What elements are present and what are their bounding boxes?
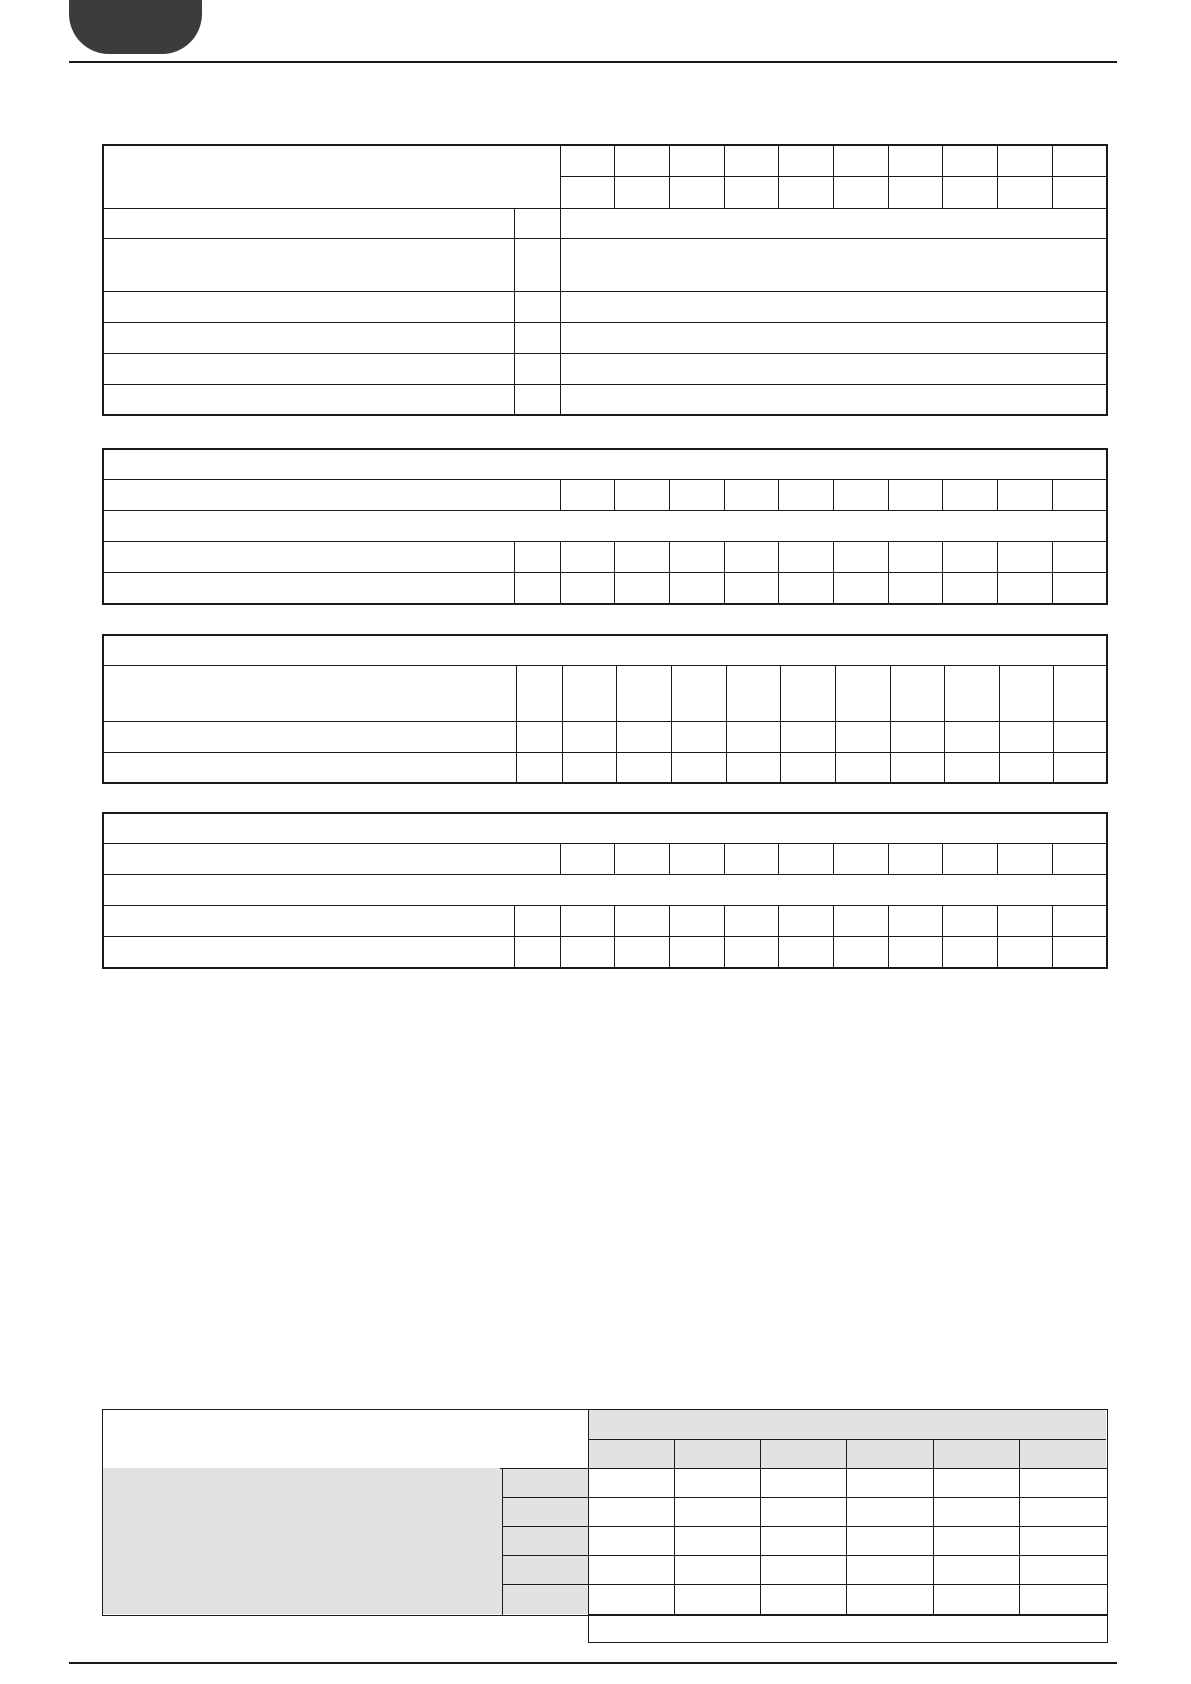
grid-line xyxy=(942,479,943,510)
grid-line xyxy=(778,479,779,510)
grid-line xyxy=(778,905,779,968)
grid-line xyxy=(103,479,1107,480)
grid-line xyxy=(1052,541,1053,604)
grid-line xyxy=(888,541,889,604)
grid-line xyxy=(502,1555,1107,1556)
grid-line xyxy=(997,843,998,874)
grid-line xyxy=(888,479,889,510)
grid-line xyxy=(103,874,1107,875)
grid-line xyxy=(562,665,563,783)
grid-line xyxy=(997,905,998,968)
grid-line xyxy=(103,721,1107,722)
grid-line xyxy=(103,510,1107,511)
grid-line xyxy=(516,665,517,783)
grid-line xyxy=(942,843,943,874)
table-3-frame xyxy=(102,634,1108,784)
grid-line xyxy=(724,479,725,510)
grid-line xyxy=(1052,479,1053,510)
grid-line xyxy=(560,905,561,968)
footer-rule xyxy=(69,1662,1117,1664)
grid-line xyxy=(724,843,725,874)
grid-line xyxy=(614,479,615,510)
grid-line xyxy=(835,665,836,783)
grid-line xyxy=(888,905,889,968)
grid-line xyxy=(502,1526,1107,1527)
grid-line xyxy=(103,291,1107,292)
table-4-frame xyxy=(102,812,1108,969)
grid-line xyxy=(669,905,670,968)
grid-line xyxy=(614,905,615,968)
grid-line xyxy=(944,665,945,783)
grid-line xyxy=(560,176,1107,177)
grid-line xyxy=(778,541,779,604)
grid-line xyxy=(514,208,515,415)
grid-line xyxy=(833,843,834,874)
grid-line xyxy=(724,905,725,968)
grid-line xyxy=(514,905,515,968)
header-rule xyxy=(69,61,1117,63)
grid-line xyxy=(999,665,1000,783)
grid-line xyxy=(514,541,515,604)
grid-line xyxy=(997,479,998,510)
grid-line xyxy=(997,541,998,604)
grid-line xyxy=(669,843,670,874)
table-5-footer-cell xyxy=(588,1614,1108,1643)
grid-line xyxy=(724,541,725,604)
grid-line xyxy=(103,752,1107,753)
table-2-frame xyxy=(102,448,1108,605)
corner-tab xyxy=(69,0,202,54)
grid-line xyxy=(942,905,943,968)
grid-line xyxy=(833,541,834,604)
grid-line xyxy=(616,665,617,783)
grid-line xyxy=(103,322,1107,323)
grid-line xyxy=(780,665,781,783)
grid-line xyxy=(933,1439,934,1615)
grid-line xyxy=(833,905,834,968)
grid-line xyxy=(103,665,1107,666)
grid-line xyxy=(674,1439,675,1615)
grid-line xyxy=(560,843,561,874)
grid-line xyxy=(103,843,1107,844)
grid-line xyxy=(502,1584,1107,1585)
grid-line xyxy=(103,384,1107,385)
grid-line xyxy=(846,1439,847,1615)
grid-line xyxy=(103,238,1107,239)
grid-line xyxy=(103,208,1107,209)
grid-line xyxy=(778,843,779,874)
grid-line xyxy=(103,541,1107,542)
grid-line xyxy=(888,843,889,874)
grid-line xyxy=(833,479,834,510)
grid-line xyxy=(1052,905,1053,968)
grid-line xyxy=(560,208,561,415)
grid-line xyxy=(614,843,615,874)
grid-line xyxy=(103,572,1107,573)
grid-line xyxy=(588,1439,1106,1440)
grid-line xyxy=(669,479,670,510)
grid-line xyxy=(560,479,561,510)
grid-line xyxy=(671,665,672,783)
grid-line xyxy=(726,665,727,783)
grid-line xyxy=(500,1468,1107,1469)
grid-line xyxy=(890,665,891,783)
table-1-frame xyxy=(102,144,1108,416)
grid-line xyxy=(560,541,561,604)
grid-line xyxy=(1052,843,1053,874)
grid-line xyxy=(103,936,1107,937)
grid-line xyxy=(103,353,1107,354)
grid-line xyxy=(760,1439,761,1615)
grid-line xyxy=(614,541,615,604)
grid-line xyxy=(942,541,943,604)
grid-line xyxy=(502,1497,1107,1498)
grid-line xyxy=(103,905,1107,906)
grid-line xyxy=(502,1468,503,1615)
grid-line xyxy=(1019,1439,1020,1615)
grid-line xyxy=(1053,665,1054,783)
grid-line xyxy=(669,541,670,604)
